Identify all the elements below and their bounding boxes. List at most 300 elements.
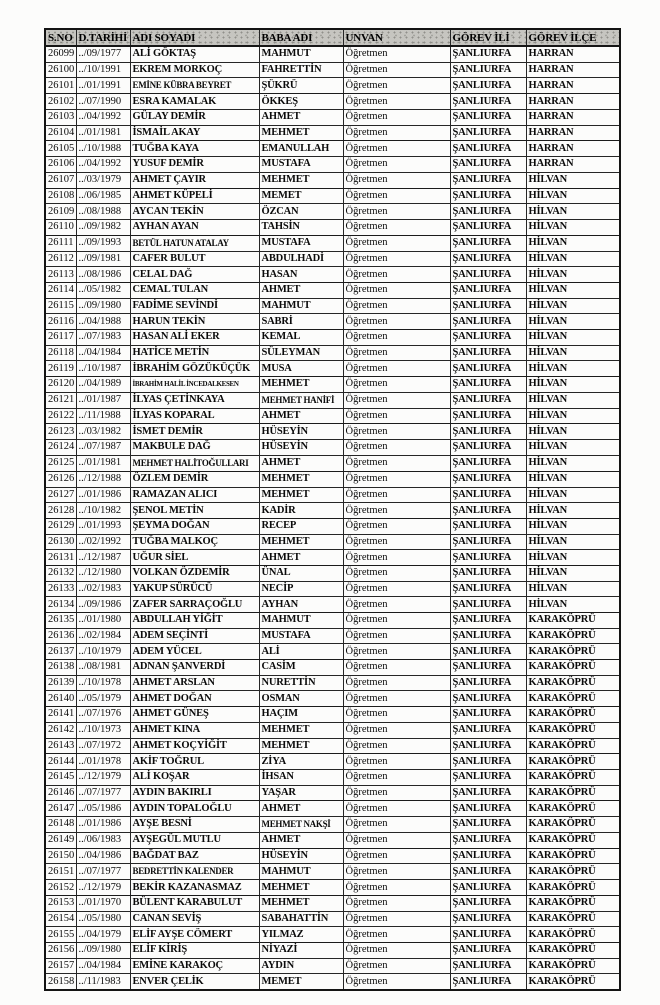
cell-text: HİLVAN [528, 221, 567, 233]
table-cell [259, 816, 343, 832]
table-cell [76, 754, 130, 770]
cell-text: ../09/1986 [78, 598, 122, 610]
cell-text: MEHMET [261, 378, 310, 390]
cell-text: Öğretmen [345, 457, 388, 469]
table-cell [259, 534, 343, 550]
cell-text: HARRAN [528, 48, 574, 60]
cell-text: HİLVAN [528, 189, 567, 201]
table-cell [45, 141, 76, 157]
cell-text: Öğretmen [345, 284, 388, 296]
table-cell [450, 424, 526, 440]
cell-text: 26101 [48, 79, 75, 91]
table-cell [45, 314, 76, 330]
cell-text: 26110 [48, 221, 74, 233]
cell-text: TAHSİN [261, 221, 300, 233]
cell-text: HÜSEYİN [261, 441, 308, 453]
table-cell [526, 188, 620, 204]
table-cell [130, 896, 259, 912]
table-cell [450, 330, 526, 346]
cell-text: ../01/1986 [78, 818, 122, 830]
cell-text: 26103 [48, 111, 75, 123]
table-cell [450, 455, 526, 471]
cell-text: KARAKÖPRÜ [528, 739, 596, 751]
cell-text: 26104 [48, 127, 75, 139]
cell-text: AHMET [261, 284, 301, 296]
table-cell [259, 722, 343, 738]
cell-text: ../02/1992 [78, 535, 122, 547]
cell-text: 26105 [48, 142, 75, 154]
table-cell [130, 832, 259, 848]
table-cell [130, 345, 259, 361]
table-cell [76, 613, 130, 629]
table-cell [259, 660, 343, 676]
table-cell [130, 691, 259, 707]
table-cell [45, 754, 76, 770]
table-cell [45, 487, 76, 503]
table-cell [526, 534, 620, 550]
cell-text: 26120 [48, 378, 75, 390]
cell-text: 26131 [48, 551, 75, 563]
table-cell [526, 707, 620, 723]
table-cell [526, 62, 620, 78]
cell-text: KARAKÖPRÜ [528, 724, 596, 736]
table-cell [450, 675, 526, 691]
cell-text: HASAN [261, 268, 298, 280]
table-cell [259, 644, 343, 660]
cell-text: MEHMET [261, 897, 310, 909]
table-cell [76, 832, 130, 848]
table-cell [450, 816, 526, 832]
cell-text: ŞANLIURFA [452, 457, 512, 469]
cell-text: 26136 [48, 630, 75, 642]
table-cell [259, 345, 343, 361]
table-row [45, 330, 620, 346]
table-cell [343, 141, 450, 157]
table-cell [526, 424, 620, 440]
table-row [45, 251, 620, 267]
table-cell [343, 927, 450, 943]
table-cell [526, 785, 620, 801]
cell-text: Öğretmen [345, 944, 388, 956]
cell-text: Öğretmen [345, 771, 388, 783]
table-row [45, 29, 620, 46]
cell-text: 26111 [48, 237, 74, 249]
table-cell [450, 943, 526, 959]
table-cell [343, 534, 450, 550]
cell-text: YUSUF DEMİR [132, 158, 204, 170]
cell-text: ../01/1981 [78, 457, 122, 469]
cell-text: ŞANLIURFA [452, 362, 512, 374]
table-row [45, 94, 620, 110]
table-cell [450, 125, 526, 141]
table-cell [343, 330, 450, 346]
cell-text: ŞANLIURFA [452, 441, 512, 453]
cell-text: ABDULLAH YİĞİT [132, 614, 223, 626]
cell-text: ŞANLIURFA [452, 488, 512, 500]
table-cell [259, 880, 343, 896]
table-row [45, 581, 620, 597]
table-cell [343, 78, 450, 94]
table-cell [526, 471, 620, 487]
cell-text: SÜLEYMAN [261, 347, 320, 359]
cell-text: ../04/1984 [78, 347, 122, 359]
table-cell [259, 392, 343, 408]
cell-text: İLYAS ÇETİNKAYA [132, 394, 225, 406]
table-cell [526, 974, 620, 990]
table-cell [450, 204, 526, 220]
cell-text: 26156 [48, 944, 75, 956]
table-cell [259, 235, 343, 251]
cell-text: Öğretmen [345, 142, 388, 154]
table-cell [526, 613, 620, 629]
table-row [45, 832, 620, 848]
table-cell [130, 565, 259, 581]
cell-text: ../12/1980 [78, 567, 122, 579]
cell-text: KARAKÖPRÜ [528, 897, 596, 909]
cell-text: BEKİR KAZANASMAZ [132, 881, 242, 893]
table-cell [45, 424, 76, 440]
cell-text: SABRİ [261, 315, 293, 327]
cell-text: HİLVAN [528, 567, 567, 579]
table-cell [259, 754, 343, 770]
cell-text: 26126 [48, 473, 75, 485]
table-cell [76, 94, 130, 110]
table-cell [343, 896, 450, 912]
table-cell [343, 345, 450, 361]
table-cell [259, 958, 343, 974]
cell-text: Öğretmen [345, 64, 388, 76]
cell-text: ../07/1983 [78, 331, 122, 343]
table-row [45, 613, 620, 629]
table-cell [130, 880, 259, 896]
table-cell [343, 754, 450, 770]
cell-text: EMİNE KARAKOÇ [132, 960, 223, 972]
table-cell [45, 927, 76, 943]
cell-text: ŞANLIURFA [452, 299, 512, 311]
table-cell [526, 769, 620, 785]
table-cell [343, 377, 450, 393]
table-cell [450, 440, 526, 456]
cell-text: ŞEYMA DOĞAN [132, 520, 210, 532]
table-row [45, 927, 620, 943]
table-cell [343, 785, 450, 801]
table-cell [45, 471, 76, 487]
table-cell [130, 314, 259, 330]
cell-text: CANAN SEVİŞ [132, 913, 202, 925]
table-row [45, 392, 620, 408]
cell-text: HİLVAN [528, 284, 567, 296]
cell-text: HARUN TEKİN [132, 315, 206, 327]
cell-text: YAKUP SÜRÜCÜ [132, 582, 213, 594]
cell-text: HARRAN [528, 64, 574, 76]
table-cell [343, 282, 450, 298]
cell-text: ŞENOL METİN [132, 504, 204, 516]
table-cell [259, 974, 343, 990]
table-cell [259, 848, 343, 864]
table-row [45, 848, 620, 864]
cell-text: 26116 [48, 315, 74, 327]
table-cell [343, 361, 450, 377]
cell-text: ../02/1983 [78, 582, 122, 594]
table-cell [259, 943, 343, 959]
table-cell [45, 597, 76, 613]
cell-text: HARRAN [528, 158, 574, 170]
cell-text: ÖZCAN [261, 205, 299, 217]
table-cell [45, 958, 76, 974]
cell-text: Öğretmen [345, 441, 388, 453]
cell-text: ../07/1987 [78, 441, 122, 453]
cell-text: Öğretmen [345, 95, 388, 107]
table-cell [343, 62, 450, 78]
cell-text: ŞANLIURFA [452, 378, 512, 390]
cell-text: HASAN ALİ EKER [132, 331, 220, 343]
table-row [45, 440, 620, 456]
table-cell [45, 455, 76, 471]
table-row [45, 314, 620, 330]
table-cell [45, 801, 76, 817]
cell-text: HİLVAN [528, 520, 567, 532]
cell-text: ŞANLIURFA [452, 410, 512, 422]
cell-text: AHMET [261, 410, 301, 422]
cell-text: MUSA [261, 362, 292, 374]
cell-text: ŞANLIURFA [452, 520, 512, 532]
cell-text: ../01/1978 [78, 755, 122, 767]
table-cell [450, 361, 526, 377]
cell-text: Öğretmen [345, 755, 388, 767]
table-cell [45, 204, 76, 220]
table-cell [130, 392, 259, 408]
table-cell [76, 251, 130, 267]
cell-text: ŞANLIURFA [452, 849, 512, 861]
personnel-table [44, 28, 621, 991]
cell-text: Öğretmen [345, 786, 388, 798]
table-cell [45, 613, 76, 629]
table-row [45, 204, 620, 220]
table-cell [526, 141, 620, 157]
table-row [45, 424, 620, 440]
cell-text: HİLVAN [528, 315, 567, 327]
table-row [45, 377, 620, 393]
cell-text: ../07/1990 [78, 95, 122, 107]
cell-text: HARRAN [528, 79, 574, 91]
table-cell [130, 927, 259, 943]
table-cell [259, 832, 343, 848]
table-cell [45, 188, 76, 204]
cell-text: HİLVAN [528, 425, 567, 437]
table-cell [526, 864, 620, 880]
cell-text: CELAL DAĞ [132, 268, 193, 280]
table-cell [526, 235, 620, 251]
cell-text: 26152 [48, 881, 75, 893]
table-cell [130, 581, 259, 597]
cell-text: HARRAN [528, 111, 574, 123]
cell-text: 26099 [48, 48, 75, 60]
cell-text: ŞANLIURFA [452, 975, 512, 987]
table-row [45, 298, 620, 314]
cell-text: ../07/1976 [78, 708, 122, 720]
table-row [45, 110, 620, 126]
cell-text: Öğretmen [345, 331, 388, 343]
table-cell [450, 958, 526, 974]
table-cell [450, 801, 526, 817]
cell-text: MEHMET HANİFİ [261, 394, 335, 405]
cell-text: 26118 [48, 347, 74, 359]
cell-text: HİLVAN [528, 268, 567, 280]
table-cell [130, 864, 259, 880]
table-cell [130, 219, 259, 235]
table-row [45, 785, 620, 801]
cell-text: Öğretmen [345, 849, 388, 861]
cell-text: ../01/1987 [78, 394, 122, 406]
cell-text: ŞANLIURFA [452, 79, 512, 91]
cell-text: KARAKÖPRÜ [528, 786, 596, 798]
table-cell [76, 722, 130, 738]
cell-text: 26100 [48, 64, 75, 76]
table-cell [526, 157, 620, 173]
table-cell [76, 675, 130, 691]
cell-text: 26149 [48, 834, 75, 846]
cell-text: AHMET DOĞAN [132, 692, 212, 704]
cell-text: HARRAN [528, 127, 574, 139]
table-row [45, 864, 620, 880]
table-cell [45, 816, 76, 832]
cell-text: ../09/1981 [78, 252, 122, 264]
cell-text: ../12/1979 [78, 881, 122, 893]
table-cell [343, 691, 450, 707]
table-row [45, 125, 620, 141]
table-cell [526, 110, 620, 126]
cell-text: İSMAİL AKAY [132, 127, 201, 139]
cell-text: Öğretmen [345, 630, 388, 642]
table-cell [76, 110, 130, 126]
cell-text: KARAKÖPRÜ [528, 849, 596, 861]
table-row [45, 361, 620, 377]
table-cell [526, 94, 620, 110]
table-row [45, 974, 620, 990]
cell-text: AKİF TOĞRUL [132, 755, 204, 767]
cell-text: KARAKÖPRÜ [528, 630, 596, 642]
table-cell [130, 330, 259, 346]
cell-text: ../10/1991 [78, 64, 122, 76]
cell-text: Öğretmen [345, 645, 388, 657]
cell-text: HİLVAN [528, 252, 567, 264]
table-cell [130, 518, 259, 534]
cell-text: ../11/1988 [78, 410, 121, 422]
table-cell [76, 769, 130, 785]
table-cell [259, 675, 343, 691]
cell-text: ŞANLIURFA [452, 64, 512, 76]
table-cell [76, 188, 130, 204]
cell-text: ../04/1992 [78, 158, 122, 170]
cell-text: 26109 [48, 205, 75, 217]
cell-text: HİLVAN [528, 299, 567, 311]
table-cell [259, 188, 343, 204]
cell-text: ŞANLIURFA [452, 614, 512, 626]
table-cell [259, 125, 343, 141]
table-cell [259, 267, 343, 283]
cell-text: AHMET [261, 834, 301, 846]
table-cell [343, 565, 450, 581]
table-cell [130, 660, 259, 676]
table-cell [76, 345, 130, 361]
table-cell [343, 880, 450, 896]
table-row [45, 911, 620, 927]
cell-text: KARAKÖPRÜ [528, 771, 596, 783]
cell-text: KARAKÖPRÜ [528, 881, 596, 893]
cell-text: TUĞBA KAYA [132, 142, 199, 154]
table-cell [45, 361, 76, 377]
table-cell [450, 377, 526, 393]
cell-text: MEMET [261, 189, 302, 201]
table-cell [130, 157, 259, 173]
cell-text: ../03/1982 [78, 425, 122, 437]
table-cell [526, 503, 620, 519]
cell-text: KARAKÖPRÜ [528, 755, 596, 767]
table-cell [526, 361, 620, 377]
cell-text: ../09/1982 [78, 221, 122, 233]
table-cell [259, 377, 343, 393]
cell-text: 26128 [48, 504, 75, 516]
table-cell [45, 251, 76, 267]
cell-text: ../08/1981 [78, 661, 122, 673]
table-cell [45, 691, 76, 707]
table-cell [45, 880, 76, 896]
cell-text: Öğretmen [345, 237, 388, 249]
cell-text: ŞANLIURFA [452, 582, 512, 594]
table-cell [450, 644, 526, 660]
table-cell [76, 204, 130, 220]
table-cell [259, 440, 343, 456]
cell-text: MAHMUT [261, 865, 311, 877]
table-cell [76, 896, 130, 912]
cell-text: ŞANLIURFA [452, 394, 512, 406]
table-cell [76, 880, 130, 896]
table-cell [76, 282, 130, 298]
cell-text: BÜLENT KARABULUT [132, 897, 243, 909]
table-cell [76, 392, 130, 408]
cell-text: MUSTAFA [261, 630, 311, 642]
table-cell [45, 282, 76, 298]
table-cell [526, 408, 620, 424]
table-cell [259, 565, 343, 581]
table-cell [130, 785, 259, 801]
cell-text: ŞANLIURFA [452, 158, 512, 170]
cell-text: ../10/1979 [78, 645, 122, 657]
cell-text: 26125 [48, 457, 75, 469]
cell-text: KARAKÖPRÜ [528, 677, 596, 689]
table-cell [76, 534, 130, 550]
cell-text: Öğretmen [345, 520, 388, 532]
cell-text: 26147 [48, 802, 75, 814]
table-cell [45, 534, 76, 550]
table-cell [343, 188, 450, 204]
cell-text: ../10/1988 [78, 142, 122, 154]
table-row [45, 691, 620, 707]
cell-text: 26115 [48, 299, 74, 311]
cell-text: AHMET KÜPELİ [132, 189, 213, 201]
table-cell [526, 896, 620, 912]
cell-text: MEHMET [261, 724, 310, 736]
cell-text: ../07/1977 [78, 786, 122, 798]
cell-text: ŞANLIURFA [452, 598, 512, 610]
table-row [45, 219, 620, 235]
cell-text: ŞANLIURFA [452, 252, 512, 264]
table-row [45, 534, 620, 550]
table-cell [45, 675, 76, 691]
table-cell [343, 204, 450, 220]
cell-text: 26154 [48, 913, 75, 925]
cell-text: ../05/1986 [78, 802, 122, 814]
